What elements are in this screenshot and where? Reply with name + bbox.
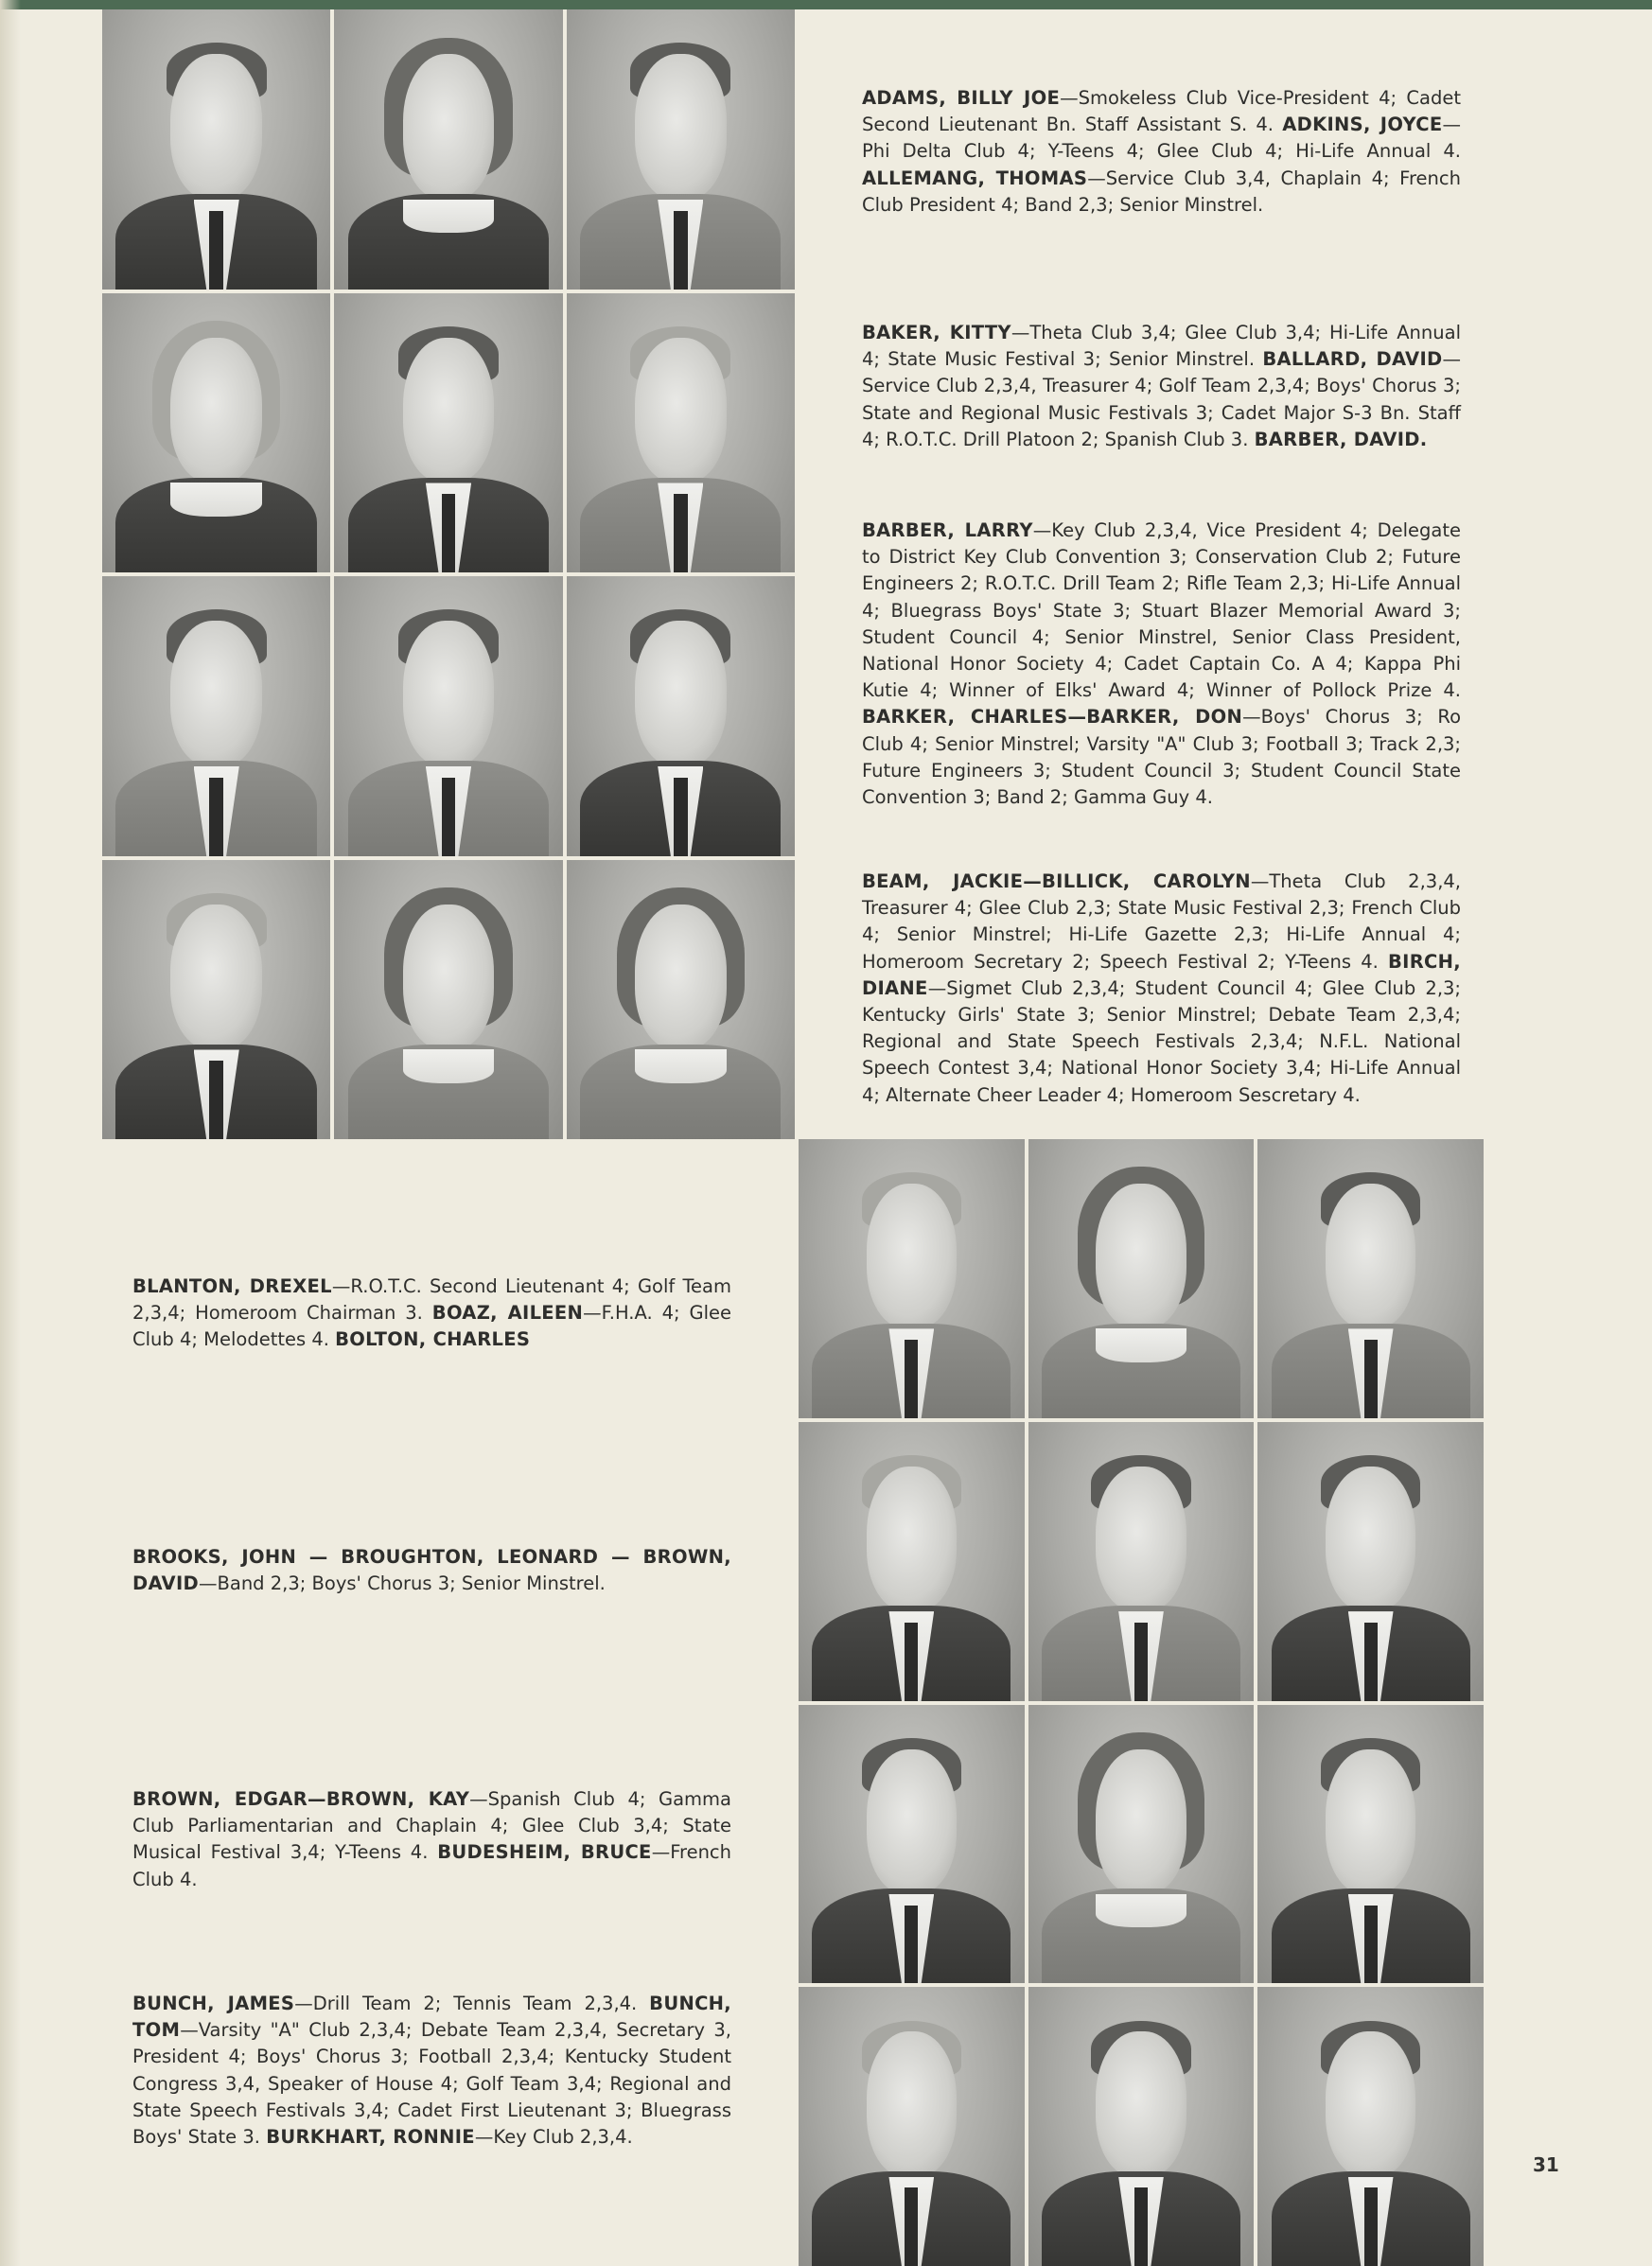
senior-entry-brown-budesheim <box>132 1786 731 1893</box>
binding-shadow <box>0 0 21 2266</box>
page-top-edge <box>0 0 1652 9</box>
entry-name: BARBER, DAVID. <box>1254 428 1428 450</box>
entry-activities: —French Club 4. <box>132 1841 732 1890</box>
entry-name: BUNCH, TOM <box>132 1993 732 2042</box>
portrait-photo <box>799 1139 1025 1418</box>
entry-activities: —Varsity "A" Club 2,3,4; Debate Team 2,3,4, Secretary 3, President 4; Boys' Chorus 3; Football 2,3,4; Kentucky Student Congress 3,4, Speaker of House 4; Golf Team 3,4; Regional and State Speech Festivals 3,4; Cadet First Lieutenant 3; Bluegrass Boys' State 3. <box>132 2019 731 2149</box>
entry-name: BROWN, EDGAR—BROWN, KAY <box>132 1788 470 1810</box>
entry-activities: —Theta Club 2,3,4, Treasurer 4; Glee Club 2,3; State Music Festival 2,3; French Club 4; Senior Minstrel; Hi-Life Gazette 2,3; Hi-Life Annual 4; Homeroom Secretary 2; Speech Festival 2; Y-Teens 4. <box>862 870 1461 973</box>
entry-activities: —Sigmet Club 2,3,4; Student Council 4; Glee Club 2,3; Kentucky Girls' State 3; Senior Minstrel; Debate Team 2,3,4; Regional and State Speech Festivals 2,3,4; N.F.L. National Speech Contest 3,4; National Honor Society 3,4; Hi-Life Annual 4; Alternate Cheer Leader 4; Homeroom Sescretary 4. <box>862 976 1461 1106</box>
portrait-photo <box>567 9 795 290</box>
portrait-photo <box>1257 1422 1484 1701</box>
entry-name: BUDESHEIM, BRUCE <box>437 1841 652 1864</box>
entry-name: BOLTON, CHARLES <box>335 1328 531 1351</box>
senior-entry-beam-billick-birch <box>862 869 1461 1109</box>
entry-name: BIRCH, DIANE <box>862 950 1461 999</box>
entry-activities: —R.O.T.C. Second Lieutenant 4; Golf Team 2,3,4; Homeroom Chairman 3. <box>132 1275 732 1325</box>
senior-entry-adams-adkins-allemang <box>862 85 1461 219</box>
entry-name: BROOKS, JOHN — BROUGHTON, LEONARD — BROWN, DAVID <box>132 1546 731 1595</box>
portrait-photo <box>334 9 562 290</box>
portrait-photo <box>799 1422 1025 1701</box>
portrait-photo <box>334 293 562 573</box>
entry-name: BARKER, CHARLES—BARKER, DON <box>862 706 1243 729</box>
entry-activities: —Key Club 2,3,4. <box>474 2126 633 2149</box>
entry-name: ADKINS, JOYCE <box>1282 114 1443 136</box>
entry-name: BLANTON, DREXEL <box>132 1275 332 1297</box>
entry-activities: —Service Club 3,4, Chaplain 4; French Club President 4; Band 2,3; Senior Minstrel. <box>862 167 1461 216</box>
entry-name: ALLEMANG, THOMAS <box>862 167 1088 189</box>
portrait-photo <box>1257 1987 1484 2266</box>
portrait-photo <box>1028 1422 1255 1701</box>
portrait-photo <box>334 860 562 1140</box>
portrait-photo <box>567 576 795 856</box>
entry-activities: —Theta Club 3,4; Glee Club 3,4; Hi-Life Annual 4; State Music Festival 3; Senior Minstrel. <box>862 322 1461 371</box>
portrait-photo <box>1028 1139 1255 1418</box>
entry-activities: —Spanish Club 4; Gamma Club Parliamentarian and Chaplain 4; Glee Club 3,4; State Musical Festival 3,4; Y-Teens 4. <box>132 1788 731 1864</box>
entry-activities: —F.H.A. 4; Glee Club 4; Melodettes 4. <box>132 1302 731 1351</box>
portrait-photo <box>1257 1705 1484 1984</box>
portrait-photo <box>334 576 562 856</box>
senior-entry-bunch-burkhart <box>132 1991 731 2151</box>
portrait-photo <box>102 576 330 856</box>
entry-name: BARBER, LARRY <box>862 519 1033 541</box>
page-number: 31 <box>1533 2153 1559 2176</box>
portrait-photo <box>1028 1987 1255 2266</box>
senior-entry-blanton-boaz-bolton <box>132 1274 731 1354</box>
entry-activities: —Phi Delta Club 4; Y-Teens 4; Glee Club 4; Hi-Life Annual 4. <box>862 114 1461 163</box>
entry-name: BURKHART, RONNIE <box>266 2126 475 2149</box>
senior-entry-barber-barker <box>862 518 1461 811</box>
portrait-photo <box>799 1705 1025 1984</box>
portrait-grid-bottom <box>799 1139 1484 2266</box>
portrait-photo <box>102 293 330 573</box>
entry-name: BOAZ, AILEEN <box>431 1302 584 1325</box>
portrait-photo <box>102 860 330 1140</box>
portrait-photo <box>799 1987 1025 2266</box>
senior-entry-brooks-broughton-brown <box>132 1544 731 1597</box>
entry-activities: —Smokeless Club Vice-President 4; Cadet Second Lieutenant Bn. Staff Assistant S. 4. <box>862 87 1461 136</box>
entry-activities: —Boys' Chorus 3; Ro Club 4; Senior Minstrel; Varsity "A" Club 3; Football 3; Track 2,3; Future Engineers 3; Student Council 3; Student Council State Convention 3; Band 2; Gamma Guy 4. <box>862 706 1461 809</box>
portrait-photo <box>102 9 330 290</box>
entry-name: BAKER, KITTY <box>862 322 1011 343</box>
portrait-grid-top <box>102 9 795 1139</box>
entry-name: BALLARD, DAVID <box>1262 348 1443 371</box>
entry-name: ADAMS, BILLY JOE <box>862 87 1061 109</box>
portrait-photo <box>567 860 795 1140</box>
portrait-photo <box>1028 1705 1255 1984</box>
entry-activities: —Drill Team 2; Tennis Team 2,3,4. <box>294 1993 650 2014</box>
entry-activities: —Band 2,3; Boys' Chorus 3; Senior Minstrel. <box>199 1572 606 1595</box>
entry-name: BUNCH, JAMES <box>132 1993 295 2014</box>
entry-activities: —Key Club 2,3,4, Vice President 4; Delegate to District Key Club Convention 3; Conservation Club 2; Future Engineers 2; R.O.T.C. Drill Team 2; Rifle Team 2,3; Hi-Life Annual 4; Bluegrass Boys' State 3; Stuart Blazer Memorial Award 3; Student Council 4; Senior Minstrel, Senior Class President, National Honor Society 4; Cadet Captain Co. A 4; Kappa Phi Kutie 4; Winner of Elks' Award 4; Winner of Pollock Prize 4. <box>862 519 1461 702</box>
senior-entry-baker-ballard-barber <box>862 320 1461 453</box>
portrait-photo <box>1257 1139 1484 1418</box>
entry-activities: —Service Club 2,3,4, Treasurer 4; Golf Team 2,3,4; Boys' Chorus 3; State and Regional Music Festivals 3; Cadet Major S-3 Bn. Staff 4; R.O.T.C. Drill Platoon 2; Spanish Club 3. <box>862 348 1461 450</box>
entry-name: BEAM, JACKIE—BILLICK, CAROLYN <box>862 870 1251 892</box>
portrait-photo <box>567 293 795 573</box>
